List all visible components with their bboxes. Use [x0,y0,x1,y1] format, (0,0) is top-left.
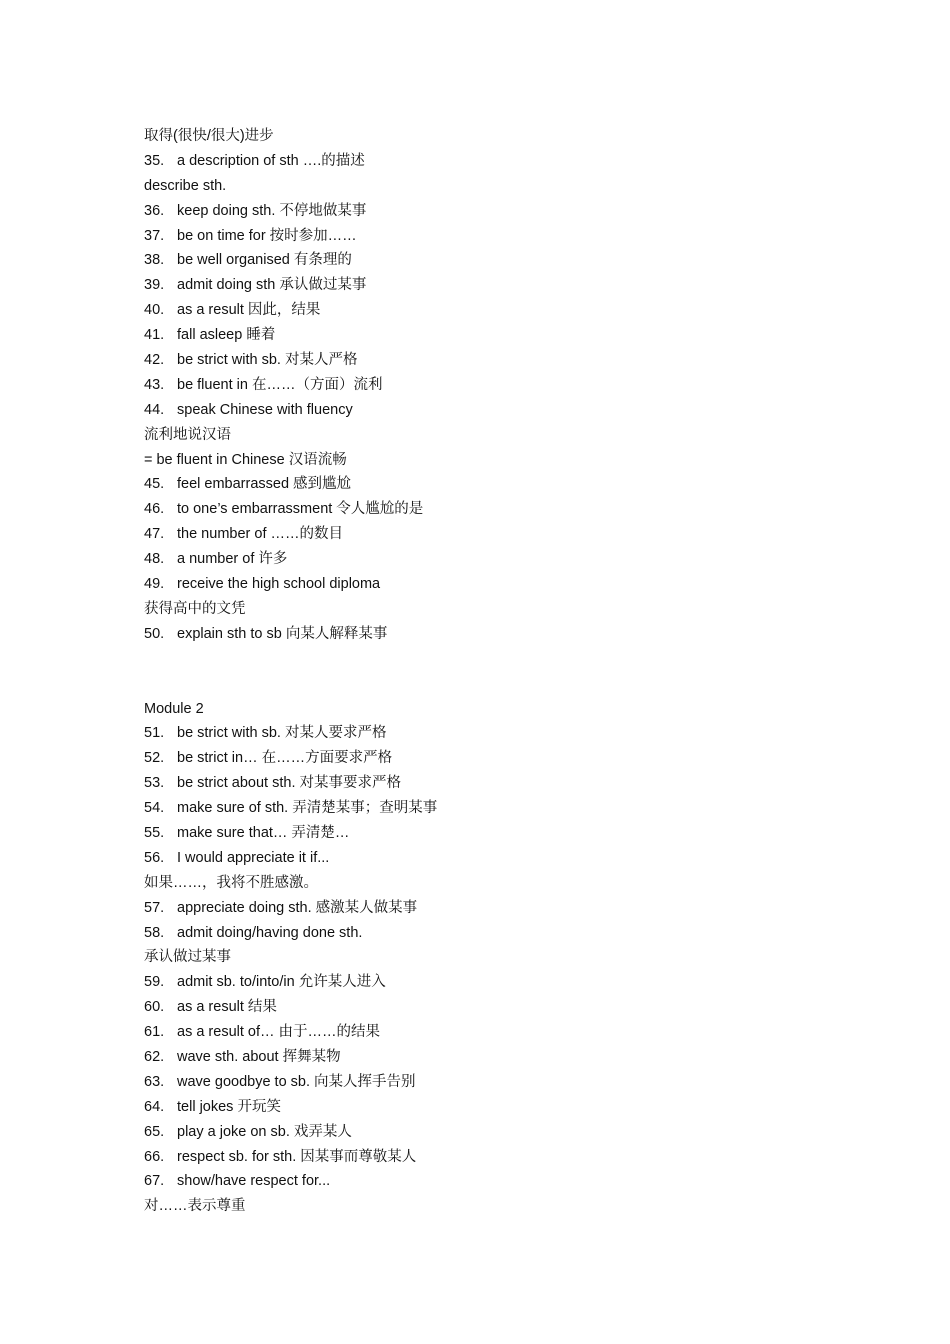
item-number: 44. [144,401,165,418]
item-text: the number of ……的数目 [177,526,343,543]
item-text: 承认做过某事 [144,949,231,966]
item-number: 55. [144,824,165,841]
item-text: receive the high school diploma [177,576,381,593]
vocab-item [144,622,844,647]
vocab-item-continuation [144,1194,844,1219]
item-number: 35. [144,152,165,169]
intro-line: 取得(很快/很大)进步 [144,128,274,144]
item-number: 52. [144,750,165,767]
item-number: 61. [144,1024,165,1041]
item-number: 65. [144,1123,165,1140]
item-number: 42. [144,352,165,369]
item-number: 38. [144,252,165,269]
vocab-item [144,1020,844,1045]
document-body [144,124,844,1219]
item-number: 56. [144,849,165,866]
item-text: 获得高中的文凭 [144,600,246,617]
item-text: show/have respect for... [177,1173,331,1190]
vocab-item-continuation [144,597,844,622]
item-text: keep doing sth. 不停地做某事 [177,202,367,219]
vocab-item [144,846,844,871]
vocab-item [144,472,844,497]
item-number: 63. [144,1073,165,1090]
vocab-item [144,1070,844,1095]
item-text: respect sb. for sth. 因某事而尊敬某人 [177,1148,417,1165]
item-text: a number of 许多 [177,551,288,568]
item-number: 45. [144,476,165,493]
vocab-item [144,821,844,846]
vocab-item [144,771,844,796]
item-number: 64. [144,1098,165,1115]
item-text: admit doing/having done sth. [177,924,363,941]
item-number: 50. [144,625,165,642]
item-number: 53. [144,775,165,792]
vocab-item [144,149,844,174]
vocab-item [144,921,844,946]
item-number: 47. [144,526,165,543]
item-text: appreciate doing sth. 感激某人做某事 [177,899,418,916]
item-number: 37. [144,227,165,244]
item-text: feel embarrassed 感到尴尬 [177,476,352,493]
item-number: 67. [144,1173,165,1190]
module-heading: Module 2 [144,700,204,717]
item-text: admit sb. to/into/in 允许某人进入 [177,974,386,991]
item-text: a description of sth ….的描述 [177,152,365,169]
item-text: tell jokes 开玩笑 [177,1098,281,1115]
vocab-item [144,497,844,522]
vocab-item [144,373,844,398]
vocab-item [144,1045,844,1070]
item-text: be strict with sb. 对某人要求严格 [177,725,387,742]
vocab-item [144,1169,844,1194]
item-text: 如果……，我将不胜感激。 [144,874,318,891]
vocab-item [144,896,844,921]
item-text: speak Chinese with fluency [177,401,353,418]
item-number: 39. [144,277,165,294]
vocab-item [144,995,844,1020]
vocab-item-continuation [144,871,844,896]
item-text: to one’s embarrassment 令人尴尬的是 [177,501,424,518]
vocab-item [144,348,844,373]
item-number: 51. [144,725,165,742]
item-text: be fluent in 在……（方面）流利 [177,376,383,393]
vocab-item [144,199,844,224]
vocab-item [144,1095,844,1120]
vocab-item [144,248,844,273]
vocab-item [144,970,844,995]
item-number: 66. [144,1148,165,1165]
vocab-item [144,398,844,423]
item-text: admit doing sth 承认做过某事 [177,277,367,294]
vocab-item-continuation [144,423,844,448]
item-text: as a result 结果 [177,999,277,1016]
item-number: 49. [144,576,165,593]
item-number: 58. [144,924,165,941]
vocab-item-continuation [144,174,844,199]
item-text: be on time for 按时参加…… [177,227,357,244]
item-text: 流利地说汉语 [144,426,231,443]
vocab-list-module-1 [144,149,844,647]
item-number: 59. [144,974,165,991]
vocab-item [144,796,844,821]
item-number: 60. [144,999,165,1016]
item-number: 36. [144,202,165,219]
item-text: wave sth. about 挥舞某物 [177,1048,341,1065]
item-text: be well organised 有条理的 [177,252,352,269]
vocab-item [144,1145,844,1170]
vocab-item [144,572,844,597]
vocab-item [144,547,844,572]
item-text: explain sth to sb 向某人解释某事 [177,625,388,642]
item-text: make sure that… 弄清楚… [177,824,350,841]
item-text: fall asleep 睡着 [177,327,276,344]
item-number: 41. [144,327,165,344]
vocab-list-module-2 [144,721,844,1219]
item-text: be strict about sth. 对某事要求严格 [177,775,402,792]
section-spacer [144,647,844,697]
item-number: 57. [144,899,165,916]
vocab-item [144,224,844,249]
item-number: 54. [144,800,165,817]
vocab-item [144,273,844,298]
vocab-item [144,1120,844,1145]
vocab-item [144,522,844,547]
item-number: 48. [144,551,165,568]
item-text: be strict with sb. 对某人严格 [177,352,358,369]
item-text: I would appreciate it if... [177,849,330,866]
item-text: as a result of… 由于……的结果 [177,1024,381,1041]
item-text: 对……表示尊重 [144,1198,246,1215]
item-number: 40. [144,302,165,319]
item-text: play a joke on sb. 戏弄某人 [177,1123,352,1140]
item-text: make sure of sth. 弄清楚某事；查明某事 [177,800,438,817]
vocab-item-continuation [144,945,844,970]
vocab-item [144,721,844,746]
item-number: 46. [144,501,165,518]
vocab-item [144,323,844,348]
item-text: wave goodbye to sb. 向某人挥手告别 [177,1073,416,1090]
vocab-item-continuation [144,448,844,473]
item-text: as a result 因此，结果 [177,302,321,319]
vocab-item [144,298,844,323]
item-number: 62. [144,1048,165,1065]
item-text: be strict in… 在……方面要求严格 [177,750,393,767]
item-text: = be fluent in Chinese 汉语流畅 [144,451,347,468]
item-number: 43. [144,376,165,393]
vocab-item [144,746,844,771]
item-text: describe sth. [144,177,227,194]
